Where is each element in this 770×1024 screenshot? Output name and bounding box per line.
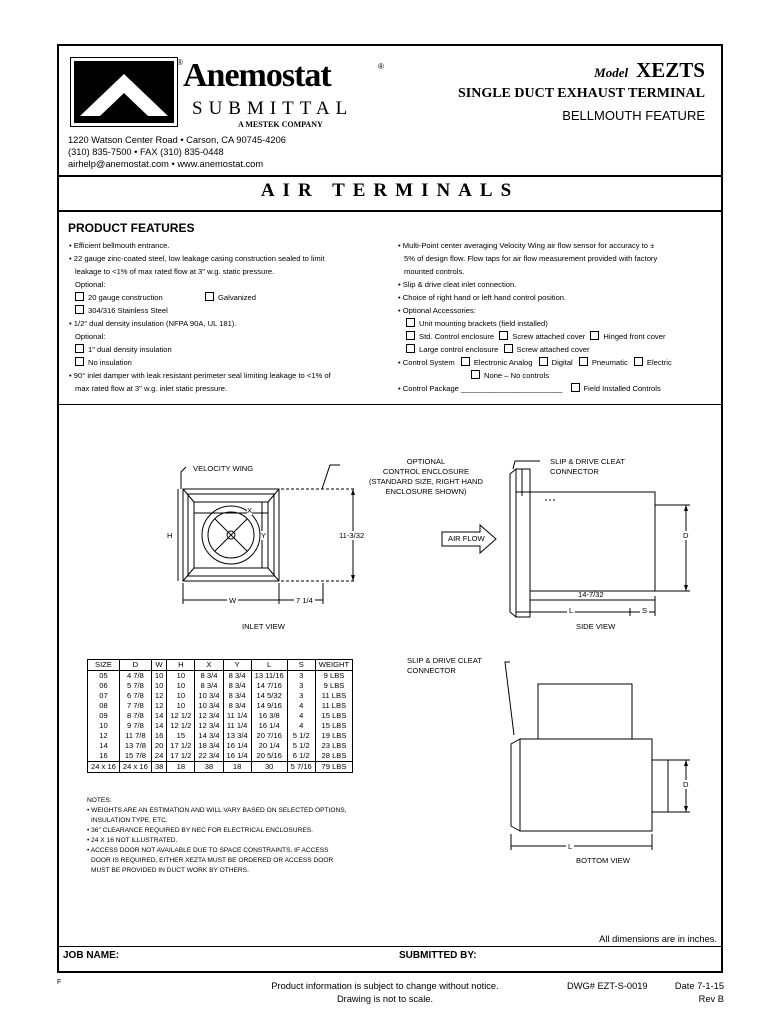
table-row [88, 681, 353, 691]
submitted-by-label: SUBMITTED BY: [399, 950, 477, 961]
brand-name: Anemostat [183, 57, 331, 94]
table-cell: 18 [167, 762, 195, 773]
table-cell: 3 [287, 671, 315, 682]
table-cell: 10 [167, 671, 195, 682]
table-cell: 14 [151, 721, 166, 731]
table-cell: 16 3/8 [251, 711, 287, 721]
table-cell: 6 7/8 [119, 691, 151, 701]
table-cell: 07 [88, 691, 120, 701]
dim-h: H [167, 531, 173, 540]
table-cell: 15 LBS [315, 721, 352, 731]
table-row [88, 762, 353, 773]
table-row [88, 731, 353, 741]
table-cell: 13 11/16 [251, 671, 287, 682]
table-cell: 16 1/4 [223, 741, 251, 751]
table-cell: 8 3/4 [223, 691, 251, 701]
feature-text: • Control System [398, 358, 455, 367]
table-cell: 10 [88, 721, 120, 731]
dim-7-1-4: 7 1/4 [296, 596, 313, 605]
table-cell: 17 1/2 [167, 741, 195, 751]
table-cell: 3 [287, 691, 315, 701]
table-cell: 10 3/4 [195, 701, 223, 711]
side-view-label: SIDE VIEW [576, 622, 616, 631]
callout-line: CONTROL ENCLOSURE [382, 467, 470, 476]
table-cell: 09 [88, 711, 120, 721]
table-cell: 10 [167, 681, 195, 691]
table-cell: 11 LBS [315, 691, 352, 701]
callout-line: CONNECTOR [550, 467, 599, 476]
table-header-cell: H [167, 660, 195, 671]
table-cell: 23 LBS [315, 741, 352, 751]
option-label: Large control enclosure [419, 345, 499, 354]
table-cell: 12 [151, 701, 166, 711]
table-cell: 08 [88, 701, 120, 711]
table-row [88, 691, 353, 701]
dimensions-note: All dimensions are in inches. [599, 934, 717, 944]
note: • 36" CLEARANCE REQUIRED BY NEC FOR ELECTRICAL ENCLOSURES. [87, 827, 313, 834]
table-cell: 6 1/2 [287, 751, 315, 762]
table-cell: 20 1/4 [251, 741, 287, 751]
table-cell: 18 [223, 762, 251, 773]
table-cell: 10 [151, 681, 166, 691]
option-label: Screw attached cover [512, 332, 586, 341]
table-cell: 16 [88, 751, 120, 762]
table-cell: 4 [287, 711, 315, 721]
disclaimer-1: Product information is subject to change without notice. [271, 981, 499, 991]
option-label: 1" dual density insulation [88, 345, 172, 354]
dim-s: S [642, 606, 648, 615]
dim-height: 11-3/32 [339, 531, 365, 540]
notes-title: NOTES: [87, 797, 112, 804]
feature-text: Optional: [75, 280, 106, 289]
feature-text: • Efficient bellmouth entrance. [69, 241, 170, 250]
callout-line: SLIP & DRIVE CLEAT [407, 656, 482, 665]
feature-text: • 1/2" dual density insulation (NFPA 90A, UL 181). [69, 319, 237, 328]
table-cell: 20 [151, 741, 166, 751]
table-cell: 5 1/2 [287, 741, 315, 751]
registered-mark-2: ® [378, 62, 384, 71]
cleat-callout [550, 457, 625, 477]
bottom-dim-d: D [683, 780, 689, 789]
callout-line: (STANDARD SIZE, RIGHT HAND [368, 477, 484, 486]
dim-d: D [683, 531, 689, 540]
table-cell: 14 [88, 741, 120, 751]
enclosure-callout [360, 457, 492, 497]
table-cell: 8 3/4 [223, 701, 251, 711]
table-cell: 4 7/8 [119, 671, 151, 682]
table-header-cell: L [251, 660, 287, 671]
table-cell: 12 3/4 [195, 711, 223, 721]
inlet-view-label: INLET VIEW [242, 622, 285, 631]
table-row [88, 741, 353, 751]
table-cell: 22 3/4 [195, 751, 223, 762]
table-cell: 14 7/16 [251, 681, 287, 691]
feature-text: • 22 gauge zinc-coated steel, low leakage casing construction sealed to limit [69, 254, 325, 263]
feature-text: Optional: [75, 332, 106, 341]
date: Date 7-1-15 [674, 981, 724, 991]
disclaimer-2: Drawing is not to scale. [336, 994, 434, 1004]
note: INSULATION TYPE, ETC. [91, 817, 168, 824]
table-row [88, 701, 353, 711]
revision: Rev B [698, 994, 724, 1004]
feature-text: 5% of design flow. Flow taps for air flow measurement provided with factory [404, 254, 658, 263]
table-row [88, 711, 353, 721]
table-cell: 14 3/4 [195, 731, 223, 741]
table-cell: 05 [88, 671, 120, 682]
feature-text: • Multi-Point center averaging Velocity Wing air flow sensor for accuracy to ± [398, 241, 655, 250]
table-cell: 15 [167, 731, 195, 741]
bottom-dim-l: L [568, 842, 573, 851]
option-label: Galvanized [218, 293, 256, 302]
table-cell: 20 7/16 [251, 731, 287, 741]
feature-text: • 90° inlet damper with leak resistant perimeter seal limiting leakage to <1% of [69, 371, 331, 380]
feature-text: • Optional Accessories: [398, 306, 476, 315]
table-header-cell: W [151, 660, 166, 671]
option-label: Electronic Analog [473, 358, 533, 367]
callout-line: SLIP & DRIVE CLEAT [550, 457, 625, 466]
table-cell: 12 [88, 731, 120, 741]
table-cell: 9 7/8 [119, 721, 151, 731]
web-contact: airhelp@anemostat.com • www.anemostat.com [68, 159, 264, 169]
table-header-cell: SIZE [88, 660, 120, 671]
note: MUST BE PROVIDED IN DUCT WORK BY OTHERS. [91, 867, 249, 874]
bottom-cleat-callout [407, 656, 482, 676]
table-cell: 79 LBS [315, 762, 352, 773]
table-cell: 12 1/2 [167, 721, 195, 731]
table-cell: 5 1/2 [287, 731, 315, 741]
feature-text: max rated flow at 3" w.g. inlet static pressure. [75, 384, 228, 393]
registered-mark: ® [177, 58, 183, 67]
notes [87, 796, 387, 876]
table-cell: 24 [151, 751, 166, 762]
table-cell: 8 3/4 [223, 671, 251, 682]
note: • 24 X 16 NOT ILLUSTRATED. [87, 837, 178, 844]
table-cell: 20 5/16 [251, 751, 287, 762]
table-cell: 38 [151, 762, 166, 773]
table-cell: 9 LBS [315, 671, 352, 682]
table-cell: 15 7/8 [119, 751, 151, 762]
table-cell: 8 3/4 [223, 681, 251, 691]
table-cell: 15 LBS [315, 711, 352, 721]
table-cell: 4 [287, 701, 315, 711]
address: 1220 Watson Center Road • Carson, CA 90745-4206 [68, 135, 286, 145]
feature-text: • Choice of right hand or left hand control position. [398, 293, 567, 302]
note: DOOR IS REQUIRED, EITHER XEZTA MUST BE ORDERED OR ACCESS DOOR [91, 857, 334, 864]
table-cell: 11 7/8 [119, 731, 151, 741]
feature-text: • Control Package ________________________ [398, 384, 563, 393]
table-row [88, 671, 353, 682]
table-cell: 3 [287, 681, 315, 691]
option-label: Screw attached cover [516, 345, 590, 354]
bottom-view-label: BOTTOM VIEW [576, 856, 630, 865]
option-label: 304/316 Stainless Steel [88, 306, 168, 315]
note: • ACCESS DOOR NOT AVAILABLE DUE TO SPACE CONSTRAINTS. IF ACCESS [87, 847, 329, 854]
table-cell: 11 1/4 [223, 711, 251, 721]
product-title: SINGLE DUCT EXHAUST TERMINAL [457, 86, 705, 101]
option-label: Pneumatic [591, 358, 628, 367]
table-cell: 19 LBS [315, 731, 352, 741]
dim-y: Y [261, 531, 267, 540]
table-cell: 12 [151, 691, 166, 701]
option-label: 20 gauge construction [88, 293, 163, 302]
callout-line: ENCLOSURE SHOWN) [385, 487, 467, 496]
table-header-cell: WEIGHT [315, 660, 352, 671]
table-row [88, 751, 353, 762]
table-cell: 16 1/4 [251, 721, 287, 731]
features-title: PRODUCT FEATURES [68, 221, 195, 235]
table-cell: 12 3/4 [195, 721, 223, 731]
option-label: Digital [551, 358, 573, 367]
model-number: XEZTS [636, 58, 705, 82]
phone: (310) 835-7500 • FAX (310) 835-0448 [68, 147, 224, 157]
feature-text: mounted controls. [404, 267, 465, 276]
dim-x: X [247, 506, 253, 515]
table-cell: 30 [251, 762, 287, 773]
dim-l: L [569, 606, 574, 615]
drawing-number: DWG# EZT-S-0019 [567, 981, 648, 991]
option-label: Unit mounting brackets (field installed) [419, 319, 548, 328]
table-cell: 10 3/4 [195, 691, 223, 701]
table-cell: 5 7/8 [119, 681, 151, 691]
table-cell: 16 1/4 [223, 751, 251, 762]
option-label: Field Installed Controls [583, 384, 661, 393]
dim-14-7-32: 14-7/32 [578, 590, 604, 599]
table-cell: 8 7/8 [119, 711, 151, 721]
product-subtitle: BELLMOUTH FEATURE [562, 108, 705, 123]
table-header-cell: Y [223, 660, 251, 671]
table-header-row [88, 660, 353, 671]
callout-line: CONNECTOR [407, 666, 456, 675]
option-label: Std. Control enclosure [419, 332, 495, 341]
option-label: None – No controls [484, 371, 550, 380]
feature-text: leakage to <1% of max rated flow at 3" w.g. static pressure. [75, 267, 275, 276]
dim-w: W [229, 596, 237, 605]
table-header-cell: S [287, 660, 315, 671]
table-cell: 7 7/8 [119, 701, 151, 711]
table-cell: 10 [151, 671, 166, 682]
table-cell: 12 1/2 [167, 711, 195, 721]
table-cell: 8 3/4 [195, 671, 223, 682]
table-cell: 24 x 16 [88, 762, 120, 773]
footer-rule [57, 946, 723, 947]
table-cell: 11 LBS [315, 701, 352, 711]
air-flow-label: AIR FLOW [448, 534, 485, 543]
table-header-cell: X [195, 660, 223, 671]
table-cell: 11 1/4 [223, 721, 251, 731]
table-row [88, 721, 353, 731]
table-cell: 16 [151, 731, 166, 741]
job-name-label: JOB NAME: [63, 950, 120, 961]
table-cell: 06 [88, 681, 120, 691]
table-cell: 14 [151, 711, 166, 721]
option-label: No insulation [88, 358, 132, 367]
option-label: Electric [646, 358, 672, 367]
table-cell: 8 3/4 [195, 681, 223, 691]
velocity-wing-label: VELOCITY WING [193, 464, 254, 473]
banner-title: AIR TERMINALS [260, 180, 520, 201]
submittal-label: SUBMITTAL [192, 98, 354, 119]
table-cell: 10 [167, 691, 195, 701]
table-cell: 5 7/16 [287, 762, 315, 773]
table-header-cell: D [119, 660, 151, 671]
table-cell: 24 x 16 [119, 762, 151, 773]
table-cell: 14 9/16 [251, 701, 287, 711]
company-label: A MESTEK COMPANY [238, 120, 323, 129]
model-label: Model [594, 65, 629, 80]
table-cell: 10 [167, 701, 195, 711]
table-cell: 13 7/8 [119, 741, 151, 751]
feature-text: • Slip & drive cleat inlet connection. [398, 280, 517, 289]
table-cell: 9 LBS [315, 681, 352, 691]
table-cell: 18 3/4 [195, 741, 223, 751]
callout-line: OPTIONAL [406, 457, 446, 466]
table-cell: 14 5/32 [251, 691, 287, 701]
table-cell: 28 LBS [315, 751, 352, 762]
dimensions-table [87, 659, 353, 773]
f-mark: F [57, 979, 62, 986]
note: • WEIGHTS ARE AN ESTIMATION AND WILL VARY BASED ON SELECTED OPTIONS, [87, 807, 347, 814]
option-label: Hinged front cover [603, 332, 666, 341]
table-cell: 4 [287, 721, 315, 731]
table-cell: 13 3/4 [223, 731, 251, 741]
table-cell: 17 1/2 [167, 751, 195, 762]
table-cell: 38 [195, 762, 223, 773]
